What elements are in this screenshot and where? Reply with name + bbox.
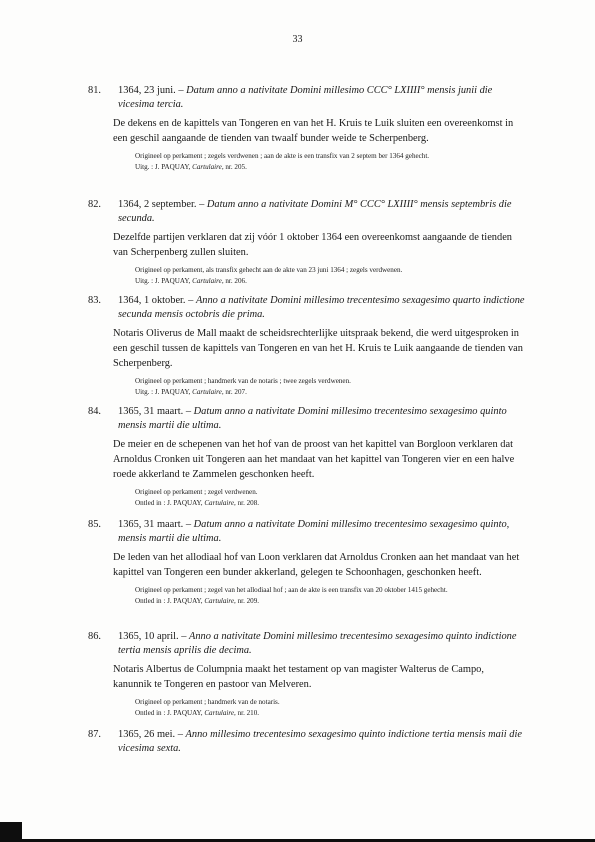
entry-date: 1364, 2 september. –	[118, 199, 205, 210]
source-original: Origineel op perkament ; handmerk van de notaris ; twee zegels verdwenen.	[135, 377, 351, 386]
entry-84	[89, 405, 525, 509]
source-edition: Ontled in : J. PAQUAY, Cartulaire, nr. 210.	[135, 709, 260, 718]
entry-source	[89, 151, 525, 173]
entry-source	[89, 697, 525, 719]
entry-summary: De leden van het allodiaal hof van Loon verklaren dat Arnoldus Cronken aan het mandaat van het kapittel van Tongeren een bunder akkerland, gelegen te Schoonhagen, geschonken heeft.	[113, 552, 520, 579]
entry-heading	[89, 630, 525, 657]
page-number: 33	[292, 34, 303, 45]
entry-number: 82.	[88, 199, 101, 210]
entry-latin-dating: Anno millesimo trecentesimo sexagesimo quinto indictione tertia mensis maii die vicesima sexta.	[118, 729, 522, 754]
entry-latin-dating: Datum anno a nativitate Domini millesimo CCC° LXIIII° mensis junii die vicesima tercia.	[118, 85, 493, 110]
entry-latin-dating: Datum anno a nativitate Domini M° CCC° LXIIII° mensis septembris die secunda.	[118, 199, 512, 224]
source-original: Origineel op perkament ; zegel verdwenen.	[135, 488, 258, 497]
source-edition: Uitg. : J. PAQUAY, Cartulaire, nr. 205.	[135, 163, 247, 172]
entry-87	[89, 728, 525, 755]
entry-number: 84.	[88, 406, 101, 417]
entry-number: 86.	[88, 631, 101, 642]
source-original: Origineel op perkament ; handmerk van de notaris.	[135, 698, 280, 707]
entry-summary: De meier en de schepenen van het hof van de proost van het kapittel van Borgloon verklaren dat Arnoldus Cronken uit Tongeren aan het mandaat van het kapittel van Tongeren vier en een halve roede akkerland te Zammelen geschonken heeft.	[113, 439, 515, 481]
entry-81	[89, 84, 525, 173]
entry-date: 1365, 26 mei. –	[118, 729, 183, 740]
entry-heading	[89, 294, 525, 321]
entry-summary: Notaris Albertus de Columpnia maakt het testament op van magister Walterus de Campo, kanunnik te Tongeren en pastoor van Melveren.	[113, 664, 484, 691]
entry-heading	[89, 405, 525, 432]
entry-number: 87.	[88, 729, 101, 740]
entry-date: 1365, 31 maart. –	[118, 519, 192, 530]
entry-82	[89, 198, 525, 287]
source-edition: Uitg. : J. PAQUAY, Cartulaire, nr. 207.	[135, 388, 247, 397]
source-edition: Uitg. : J. PAQUAY, Cartulaire, nr. 206.	[135, 277, 247, 286]
entry-86	[89, 630, 525, 719]
entry-number: 81.	[88, 85, 101, 96]
entry-latin-dating: Datum anno a nativitate Domini millesimo trecentesimo sexagesimo quinto mensis martii die ultima.	[118, 406, 507, 431]
entry-heading	[89, 84, 525, 111]
entry-summary: De dekens en de kapittels van Tongeren en van het H. Kruis te Luik sluiten een overeenkomst in een geschil aangaande de tienden van twaalf bunder weide te Scherpenberg.	[113, 118, 514, 145]
entry-latin-dating: Datum anno a nativitate Domini millesimo trecentesimo sexagesimo quinto, mensis martii die ultima.	[118, 519, 510, 544]
entry-83	[89, 294, 525, 398]
entry-heading	[89, 518, 525, 545]
entry-date: 1365, 31 maart. –	[118, 406, 192, 417]
entry-latin-dating: Anno a nativitate Domini millesimo trecentesimo sexagesimo quinto indictione tertia mensis aprilis die decima.	[118, 631, 517, 656]
entry-heading	[89, 728, 525, 755]
entry-date: 1364, 1 oktober. –	[118, 295, 194, 306]
entry-source	[89, 487, 525, 509]
entry-summary: Dezelfde partijen verklaren dat zij vóór 1 oktober 1364 een overeenkomst aangaande de tienden van Scherpenberg zullen sluiten.	[113, 232, 513, 259]
scan-edge-corner	[0, 822, 22, 842]
entry-summary: Notaris Oliverus de Mall maakt de scheidsrechterlijke uitspraak bekend, die werd uitgesproken in een geschil tussen de kapittels van Tongeren en van het H. Kruis te Luik aangaande de tienden van Scherpenberg.	[113, 328, 523, 370]
entry-source	[89, 376, 525, 398]
entry-date: 1365, 10 april. –	[118, 631, 187, 642]
source-edition: Ontled in : J. PAQUAY, Cartulaire, nr. 209.	[135, 597, 260, 606]
entry-source	[89, 265, 525, 287]
source-original: Origineel op perkament ; zegels verdwenen ; aan de akte is een transfix van 2 septem ber 1364 gehecht.	[135, 152, 430, 161]
entry-latin-dating: Anno a nativitate Domini millesimo trecentesimo sexagesimo quarto indictione secunda mensis octobris die prima.	[118, 295, 525, 320]
entry-number: 85.	[88, 519, 101, 530]
source-original: Origineel op perkament ; zegel van het allodiaal hof ; aan de akte is een transfix van 20 oktober 1415 gehecht.	[135, 586, 448, 595]
entry-source	[89, 585, 525, 607]
source-edition: Ontled in : J. PAQUAY, Cartulaire, nr. 208.	[135, 499, 260, 508]
source-original: Origineel op perkament, als transfix gehecht aan de akte van 23 juni 1364 ; zegels verdwenen.	[135, 266, 403, 275]
entry-heading	[89, 198, 525, 225]
entry-85	[89, 518, 525, 607]
entry-date: 1364, 23 juni. –	[118, 85, 184, 96]
entry-number: 83.	[88, 295, 101, 306]
